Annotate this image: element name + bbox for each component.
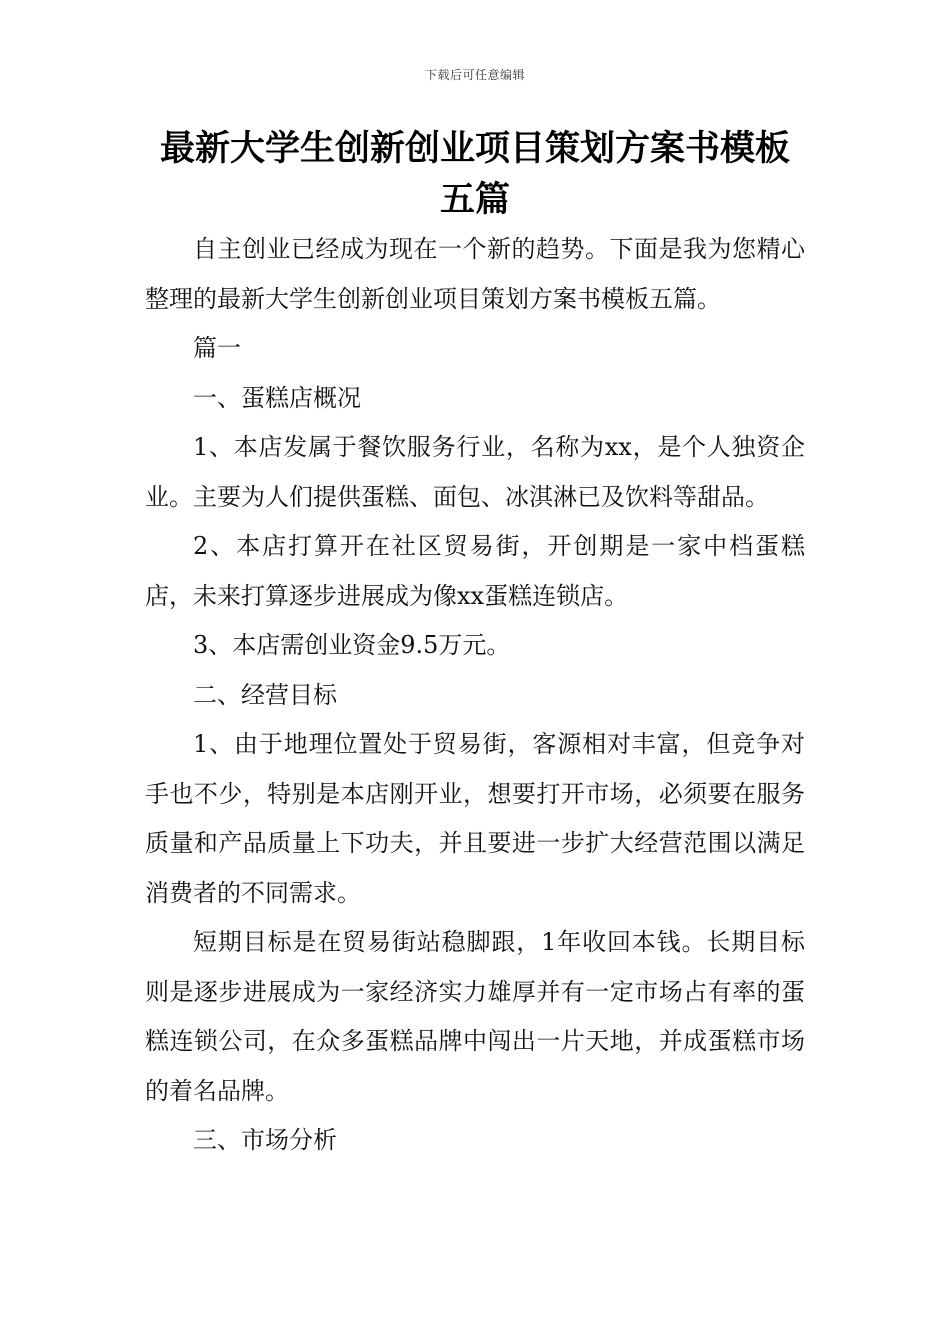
body-paragraph: 1、本店发属于餐饮服务行业，名称为xx，是个人独资企业。主要为人们提供蛋糕、面包、冰淇淋已及饮料等甜品。 <box>145 433 805 511</box>
header-note: 下载后可任意编辑 <box>424 68 525 82</box>
body-paragraph: 短期目标是在贸易街站稳脚跟，1年收回本钱。长期目标则是逐步进展成为一家经济实力雄厚并有一定市场占有率的蛋糕连锁公司，在众多蛋糕品牌中闯出一片天地，并成蛋糕市场的着名品牌。 <box>145 928 805 1105</box>
body-paragraph: 2、本店打算开在社区贸易街，开创期是一家中档蛋糕店，未来打算逐步进展成为像xx蛋糕连锁店。 <box>145 532 805 610</box>
section-heading-goals: 二、经营目标 <box>193 680 337 709</box>
body-paragraph: 3、本店需创业资金9.5万元。 <box>193 631 511 659</box>
section-label-part-one: 篇一 <box>193 334 241 362</box>
section-heading-overview: 一、蛋糕店概况 <box>193 383 361 412</box>
document-title-line-2: 五篇 <box>439 180 510 220</box>
document-title-line-1: 最新大学生创新创业项目策划方案书模板 <box>159 129 790 169</box>
section-heading-market: 三、市场分析 <box>193 1126 337 1154</box>
body-paragraph: 1、由于地理位置处于贸易街，客源相对丰富，但竞争对手也不少，特别是本店刚开业，想要打开市场，必须要在服务质量和产品质量上下功夫，并且要进一步扩大经营范围以满足消费者的不同需求。 <box>145 730 805 907</box>
intro-paragraph: 自主创业已经成为现在一个新的趋势。下面是我为您精心整理的最新大学生创新创业项目策划方案书模板五篇。 <box>145 235 805 313</box>
document-body <box>145 225 805 1166</box>
